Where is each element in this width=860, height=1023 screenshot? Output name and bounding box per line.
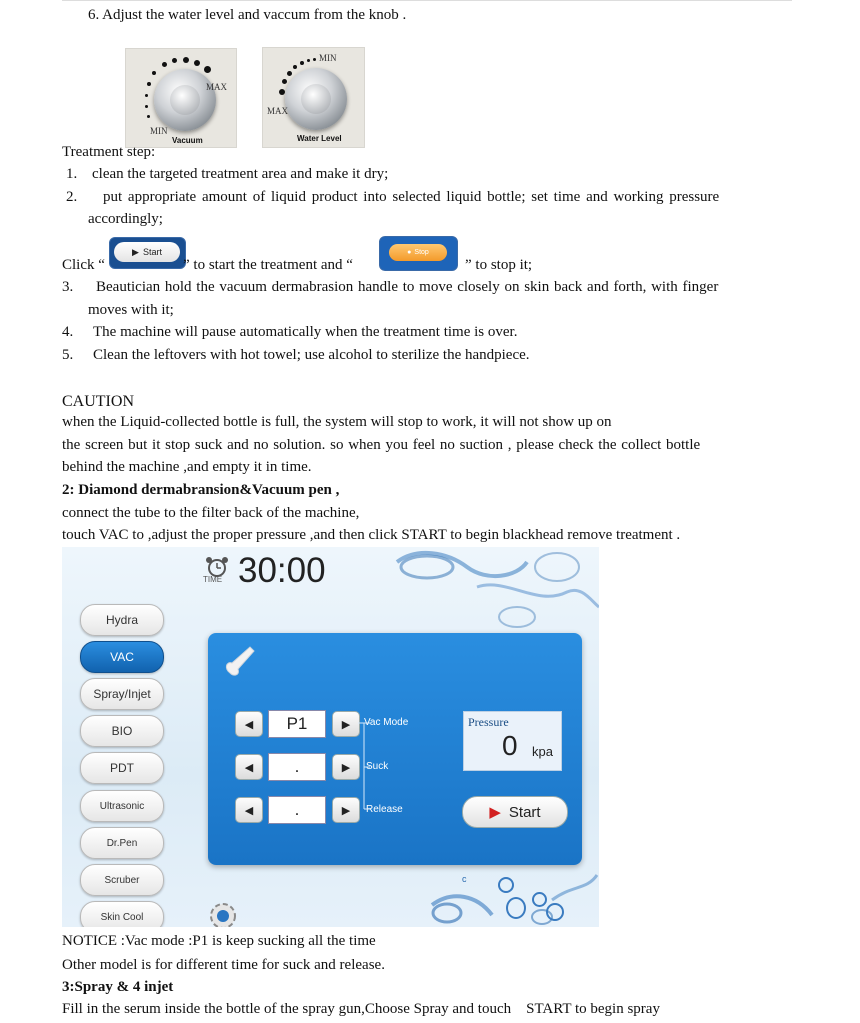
side-button-ultrasonic[interactable]: Ultrasonic <box>80 790 164 822</box>
vac-mode-increase-button[interactable] <box>332 711 360 737</box>
right-arrow-icon: ▶ <box>341 760 351 774</box>
side-button-dr-pen[interactable]: Dr.Pen <box>80 827 164 859</box>
section-2-line-1: connect the tube to the filter back of the machine, <box>62 505 360 521</box>
step-6-text: 6. Adjust the water level and vaccum from the knob . <box>88 7 407 23</box>
suck-value: . <box>268 753 326 781</box>
water-max-label: MAX <box>267 106 289 116</box>
caution-title: CAUTION <box>62 393 134 410</box>
item-3-continued: moves with it; <box>88 302 174 318</box>
start-button-label: Start <box>508 803 541 821</box>
start-button[interactable] <box>462 796 568 828</box>
left-arrow-icon: ◀ <box>244 803 254 817</box>
vacuum-caption: Vacuum <box>172 136 203 145</box>
vacuum-handpiece-icon <box>220 641 260 681</box>
side-button-hydra[interactable]: Hydra <box>80 604 164 636</box>
play-icon: ▶ <box>489 804 501 821</box>
item-2-continued: accordingly; <box>88 211 163 227</box>
right-arrow-icon: ▶ <box>341 803 351 817</box>
item-1-text: clean the targeted treatment area and make it dry; <box>92 166 389 182</box>
pressure-value: 0 <box>502 730 518 761</box>
water-splash-top-graphic <box>377 547 599 637</box>
side-button-vac[interactable]: VAC <box>80 641 164 673</box>
item-4-text: The machine will pause automatically when the treatment time is over. <box>93 324 518 340</box>
item-4-number: 4. <box>62 324 74 340</box>
vacuum-knob-photo <box>125 48 237 148</box>
vacuum-min-label: MIN <box>150 126 168 136</box>
release-increase-button[interactable] <box>332 797 360 823</box>
bubble-3 <box>532 892 547 907</box>
item-5-number: 5. <box>62 347 74 363</box>
click-prefix: Click “ <box>62 257 105 273</box>
water-min-label: MIN <box>319 53 337 63</box>
pressure-unit: kpa <box>532 744 553 759</box>
vac-mode-label: Vac Mode <box>364 717 409 728</box>
item-2-number: 2. <box>66 189 78 205</box>
stop-pill-image <box>379 236 458 271</box>
item-3-number: 3. <box>62 279 74 295</box>
caution-line-3: behind the machine ,and empty it in time. <box>62 459 312 475</box>
section-3-heading: 3:Spray & 4 injet <box>62 979 174 995</box>
treatment-heading: Treatment step: <box>62 144 156 160</box>
bubble-1 <box>498 877 514 893</box>
vacuum-max-label: MAX <box>206 82 228 92</box>
suck-increase-button[interactable] <box>332 754 360 780</box>
right-arrow-icon: ▶ <box>341 717 351 731</box>
release-decrease-button[interactable] <box>235 797 263 823</box>
caution-line-2: the screen but it stop suck and no solution. so when you feel no suction , please check the collect bottle <box>62 437 701 453</box>
water-level-knob-photo <box>262 47 365 148</box>
play-icon: ▶ <box>132 246 139 257</box>
click-middle: ” to start the treatment and “ <box>183 257 353 273</box>
section-3-line-1: Fill in the serum inside the bottle of the spray gun,Choose Spray and touch START to begin spray <box>62 1001 660 1017</box>
left-arrow-icon: ◀ <box>244 717 254 731</box>
water-caption: Water Level <box>297 134 342 143</box>
item-3-text: Beautician hold the vacuum dermabrasion handle to move closely on skin back and forth, with finger <box>96 279 719 295</box>
c-mark: c <box>462 874 467 884</box>
release-label: Release <box>366 804 403 815</box>
side-button-pdt[interactable]: PDT <box>80 752 164 784</box>
settings-gear-icon[interactable] <box>205 898 241 927</box>
notice-line-2: Other model is for different time for suck and release. <box>62 957 385 973</box>
click-end: ” to stop it; <box>465 257 533 273</box>
caution-line-1: when the Liquid-collected bottle is full, the system will stop to work, it will not show up on <box>62 414 612 430</box>
pressure-label: Pressure <box>468 715 509 729</box>
mode-connector-lines <box>358 721 370 813</box>
start-pill-image <box>109 237 186 269</box>
section-2-line-2: touch VAC to ,adjust the proper pressure ,and then click START to begin blackhead remove treatment . <box>62 527 681 543</box>
side-button-bio[interactable]: BIO <box>80 715 164 747</box>
suck-decrease-button[interactable] <box>235 754 263 780</box>
side-button-skin-cool[interactable]: Skin Cool <box>80 901 164 927</box>
item-2-text: put appropriate amount of liquid product into selected liquid bottle; set time and working pressure <box>103 189 720 205</box>
time-label: TIME <box>203 575 223 584</box>
start-pill-label: Start <box>142 247 162 257</box>
vac-control-panel <box>208 633 582 865</box>
bubble-4 <box>546 903 564 921</box>
vac-mode-value: P1 <box>268 710 326 738</box>
stop-dot-icon: ● <box>407 249 412 256</box>
side-button-scruber[interactable]: Scruber <box>80 864 164 896</box>
section-2-heading: 2: Diamond dermabransion&Vacuum pen , <box>62 482 340 498</box>
page-top-rule <box>62 0 792 1</box>
side-button-spray-injet[interactable]: Spray/Injet <box>80 678 164 710</box>
release-value: . <box>268 796 326 824</box>
item-1-number: 1. <box>66 166 78 182</box>
notice-line-1: NOTICE :Vac mode :P1 is keep sucking all the time <box>62 933 376 949</box>
item-5-text: Clean the leftovers with hot towel; use alcohol to sterilize the handpiece. <box>93 347 530 363</box>
bubble-2 <box>506 897 526 919</box>
machine-ui-screenshot <box>62 547 599 927</box>
stop-pill-label: Stop <box>414 249 429 256</box>
left-arrow-icon: ◀ <box>244 760 254 774</box>
pressure-display <box>463 711 562 771</box>
suck-label: Suck <box>366 761 389 772</box>
timer-display: 30:00 <box>238 551 326 590</box>
vac-mode-decrease-button[interactable] <box>235 711 263 737</box>
